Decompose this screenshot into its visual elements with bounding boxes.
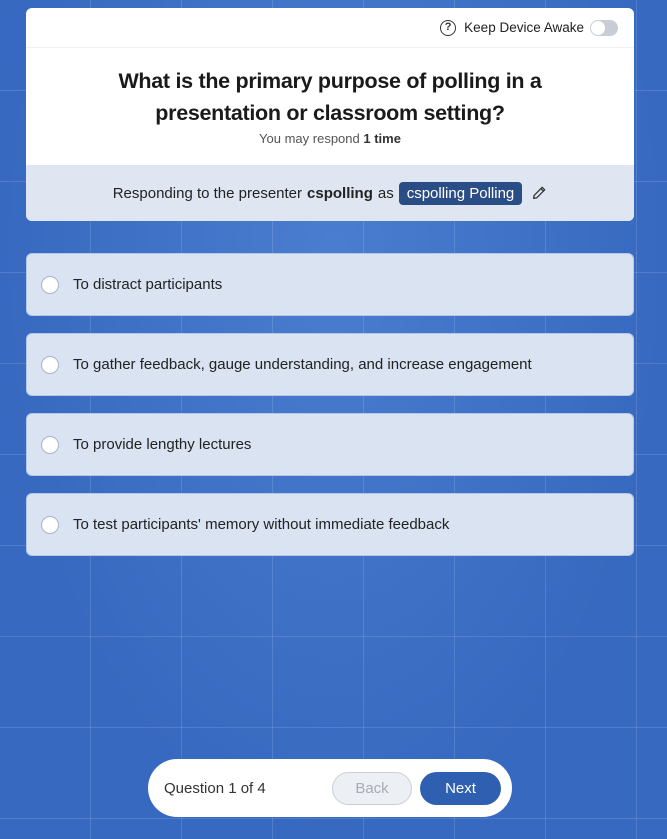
presenter-name: cspolling <box>307 184 373 202</box>
answer-option[interactable] <box>26 333 634 396</box>
presenter-prefix: Responding to the presenter <box>112 184 303 202</box>
radio-button[interactable] <box>41 356 59 374</box>
keep-awake-label: Keep Device Awake <box>464 20 584 35</box>
respond-note <box>26 131 634 146</box>
question-area <box>26 48 634 164</box>
display-name-chip: cspolling Polling <box>399 182 523 205</box>
pencil-icon[interactable] <box>531 185 547 201</box>
keep-awake-toggle[interactable] <box>590 20 618 36</box>
respond-prefix: You may respond <box>259 131 360 146</box>
radio-button[interactable] <box>41 516 59 534</box>
presenter-as: as <box>377 184 394 202</box>
respond-count: 1 time <box>363 131 401 146</box>
presenter-bar <box>26 165 634 221</box>
question-title: What is the primary purpose of polling in a presentation or classroom setting? <box>118 69 542 125</box>
help-icon[interactable]: ? <box>440 20 456 36</box>
back-button[interactable]: Back <box>332 772 412 805</box>
next-button[interactable]: Next <box>420 772 501 805</box>
question-counter: Question 1 of 4 <box>164 779 266 797</box>
answer-option[interactable] <box>26 253 634 316</box>
radio-button[interactable] <box>41 276 59 294</box>
card-header <box>26 8 634 48</box>
question-navigation <box>148 759 512 817</box>
answer-option[interactable] <box>26 413 634 476</box>
question-card <box>26 8 634 221</box>
answer-option-label: To provide lengthy lectures <box>73 436 252 453</box>
answer-option-label: To gather feedback, gauge understanding, and increase engagement <box>73 356 532 373</box>
answer-option-label: To test participants' memory without immediate feedback <box>73 516 450 533</box>
radio-button[interactable] <box>41 436 59 454</box>
answer-option-label: To distract participants <box>73 276 223 293</box>
answer-option[interactable] <box>26 493 634 556</box>
